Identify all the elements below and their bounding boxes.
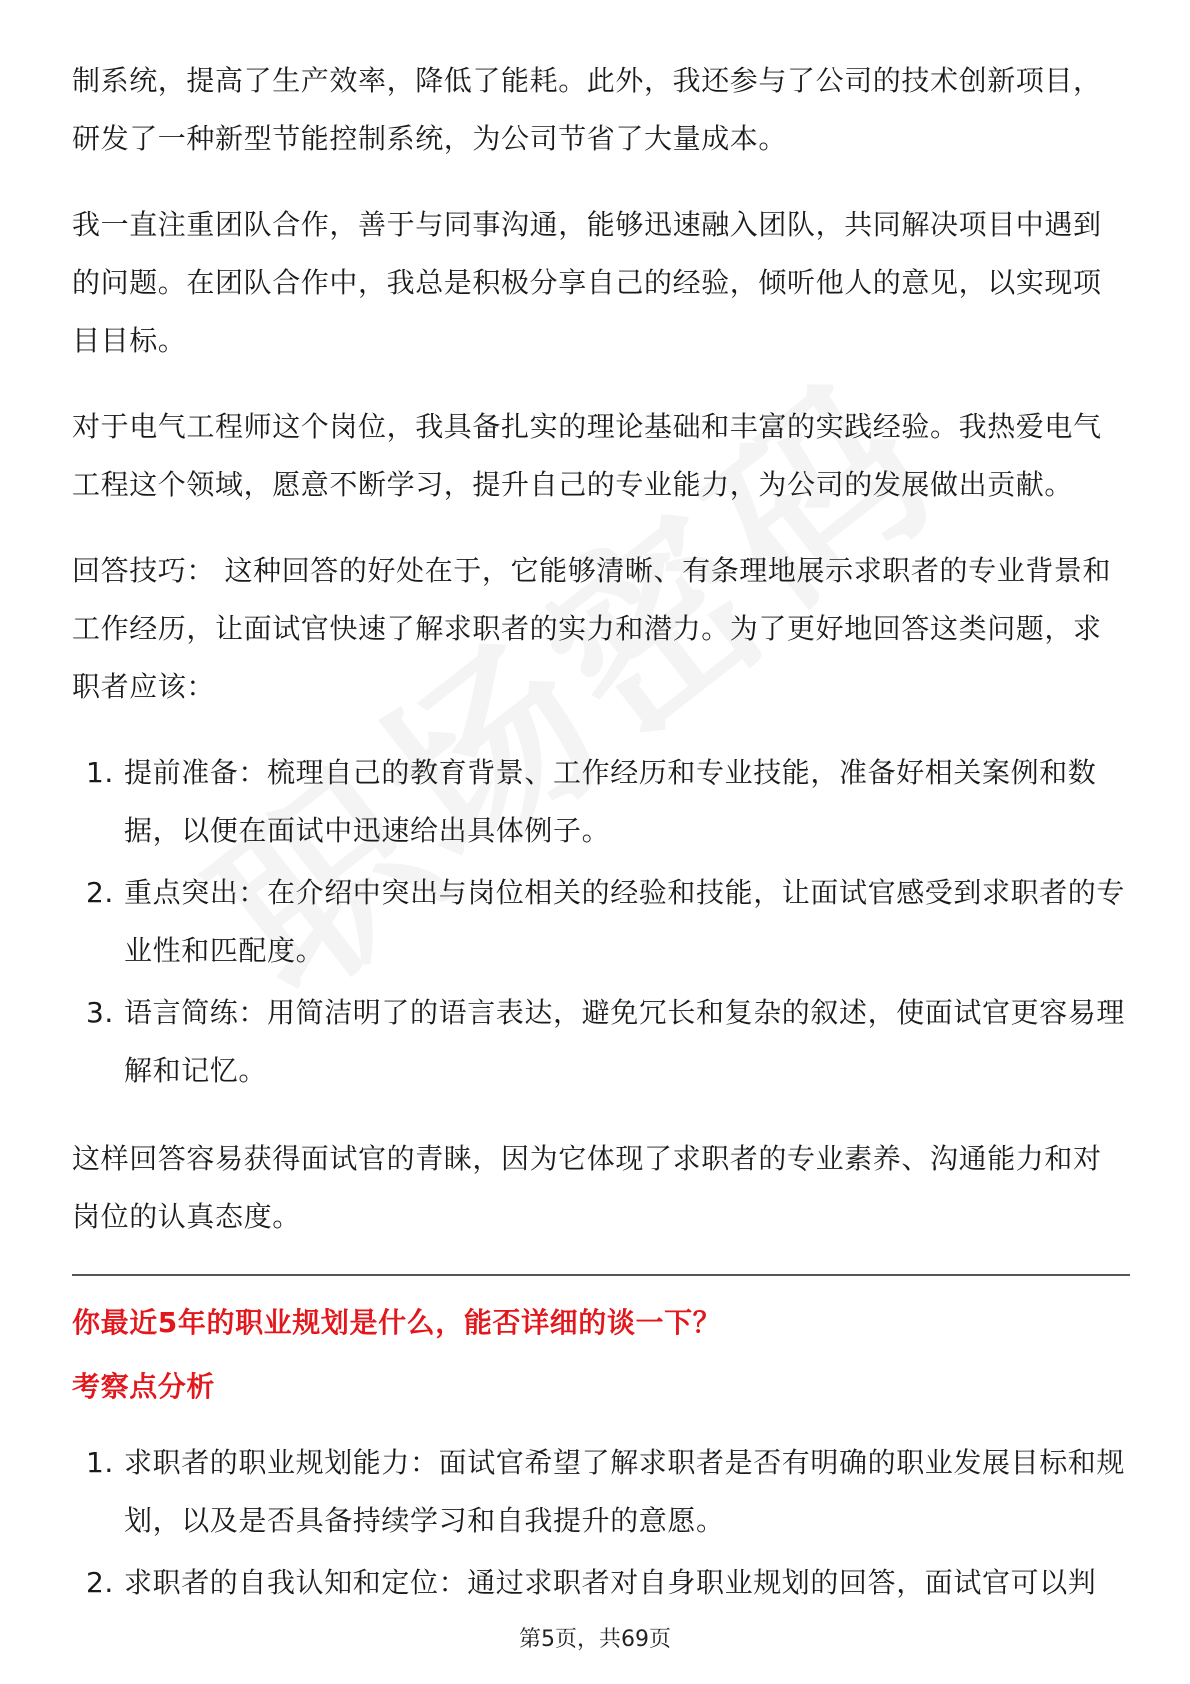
list-item bbox=[72, 1434, 1130, 1550]
paragraph-conclusion: 这样回答容易获得面试官的青睐，因为它体现了求职者的专业素养、沟通能力和对岗位的认真态度。 bbox=[72, 1142, 1102, 1233]
list-number: 2. bbox=[86, 1566, 114, 1599]
document-page bbox=[72, 52, 1130, 1642]
list-item-text: 求职者的自我认知和定位：通过求职者对自身职业规划的回答，面试官可以判 bbox=[124, 1566, 1097, 1599]
section-title: 考察点分析 bbox=[72, 1370, 216, 1403]
list-number: 2. bbox=[86, 876, 114, 909]
list-item-text: 求职者的职业规划能力：面试官希望了解求职者是否有明确的职业发展目标和规划，以及是否具备持续学习和自我提升的意愿。 bbox=[124, 1446, 1126, 1537]
list-number: 1. bbox=[86, 1446, 114, 1479]
paragraph-teamwork: 我一直注重团队合作，善于与同事沟通，能够迅速融入团队，共同解决项目中遇到的问题。在团队合作中，我总是积极分享自己的经验，倾听他人的意见，以实现项目目标。 bbox=[72, 208, 1102, 357]
list-item-text: 重点突出：在介绍中突出与岗位相关的经验和技能，让面试官感受到求职者的专业性和匹配度。 bbox=[124, 876, 1126, 967]
list-item bbox=[72, 1554, 1130, 1612]
paragraph-experience: 制系统，提高了生产效率，降低了能耗。此外，我还参与了公司的技术创新项目，研发了一种新型节能控制系统，为公司节省了大量成本。 bbox=[72, 64, 1102, 155]
list-item bbox=[72, 744, 1130, 860]
list-item bbox=[72, 984, 1130, 1100]
list-item bbox=[72, 864, 1130, 980]
section-divider bbox=[72, 1274, 1130, 1276]
list-number: 1. bbox=[86, 756, 114, 789]
list-item-text: 提前准备：梳理自己的教育背景、工作经历和专业技能，准备好相关案例和数据，以便在面试中迅速给出具体例子。 bbox=[124, 756, 1097, 847]
tips-list bbox=[72, 744, 1130, 1100]
analysis-points-list bbox=[72, 1434, 1130, 1612]
question-title: 你最近5年的职业规划是什么，能否详细的谈一下？ bbox=[72, 1306, 722, 1339]
list-number: 3. bbox=[86, 996, 114, 1029]
list-item-text: 语言简练：用简洁明了的语言表达，避免冗长和复杂的叙述，使面试官更容易理解和记忆。 bbox=[124, 996, 1126, 1087]
paragraph-answer-tips: 回答技巧： 这种回答的好处在于，它能够清晰、有条理地展示求职者的专业背景和工作经历，让面试官快速了解求职者的实力和潜力。为了更好地回答这类问题，求职者应该： bbox=[72, 554, 1112, 703]
page-footer bbox=[0, 1622, 1190, 1653]
page-number: 第5页，共69页 bbox=[519, 1627, 671, 1652]
paragraph-position-fit: 对于电气工程师这个岗位，我具备扎实的理论基础和丰富的实践经验。我热爱电气工程这个领域，愿意不断学习，提升自己的专业能力，为公司的发展做出贡献。 bbox=[72, 410, 1102, 501]
